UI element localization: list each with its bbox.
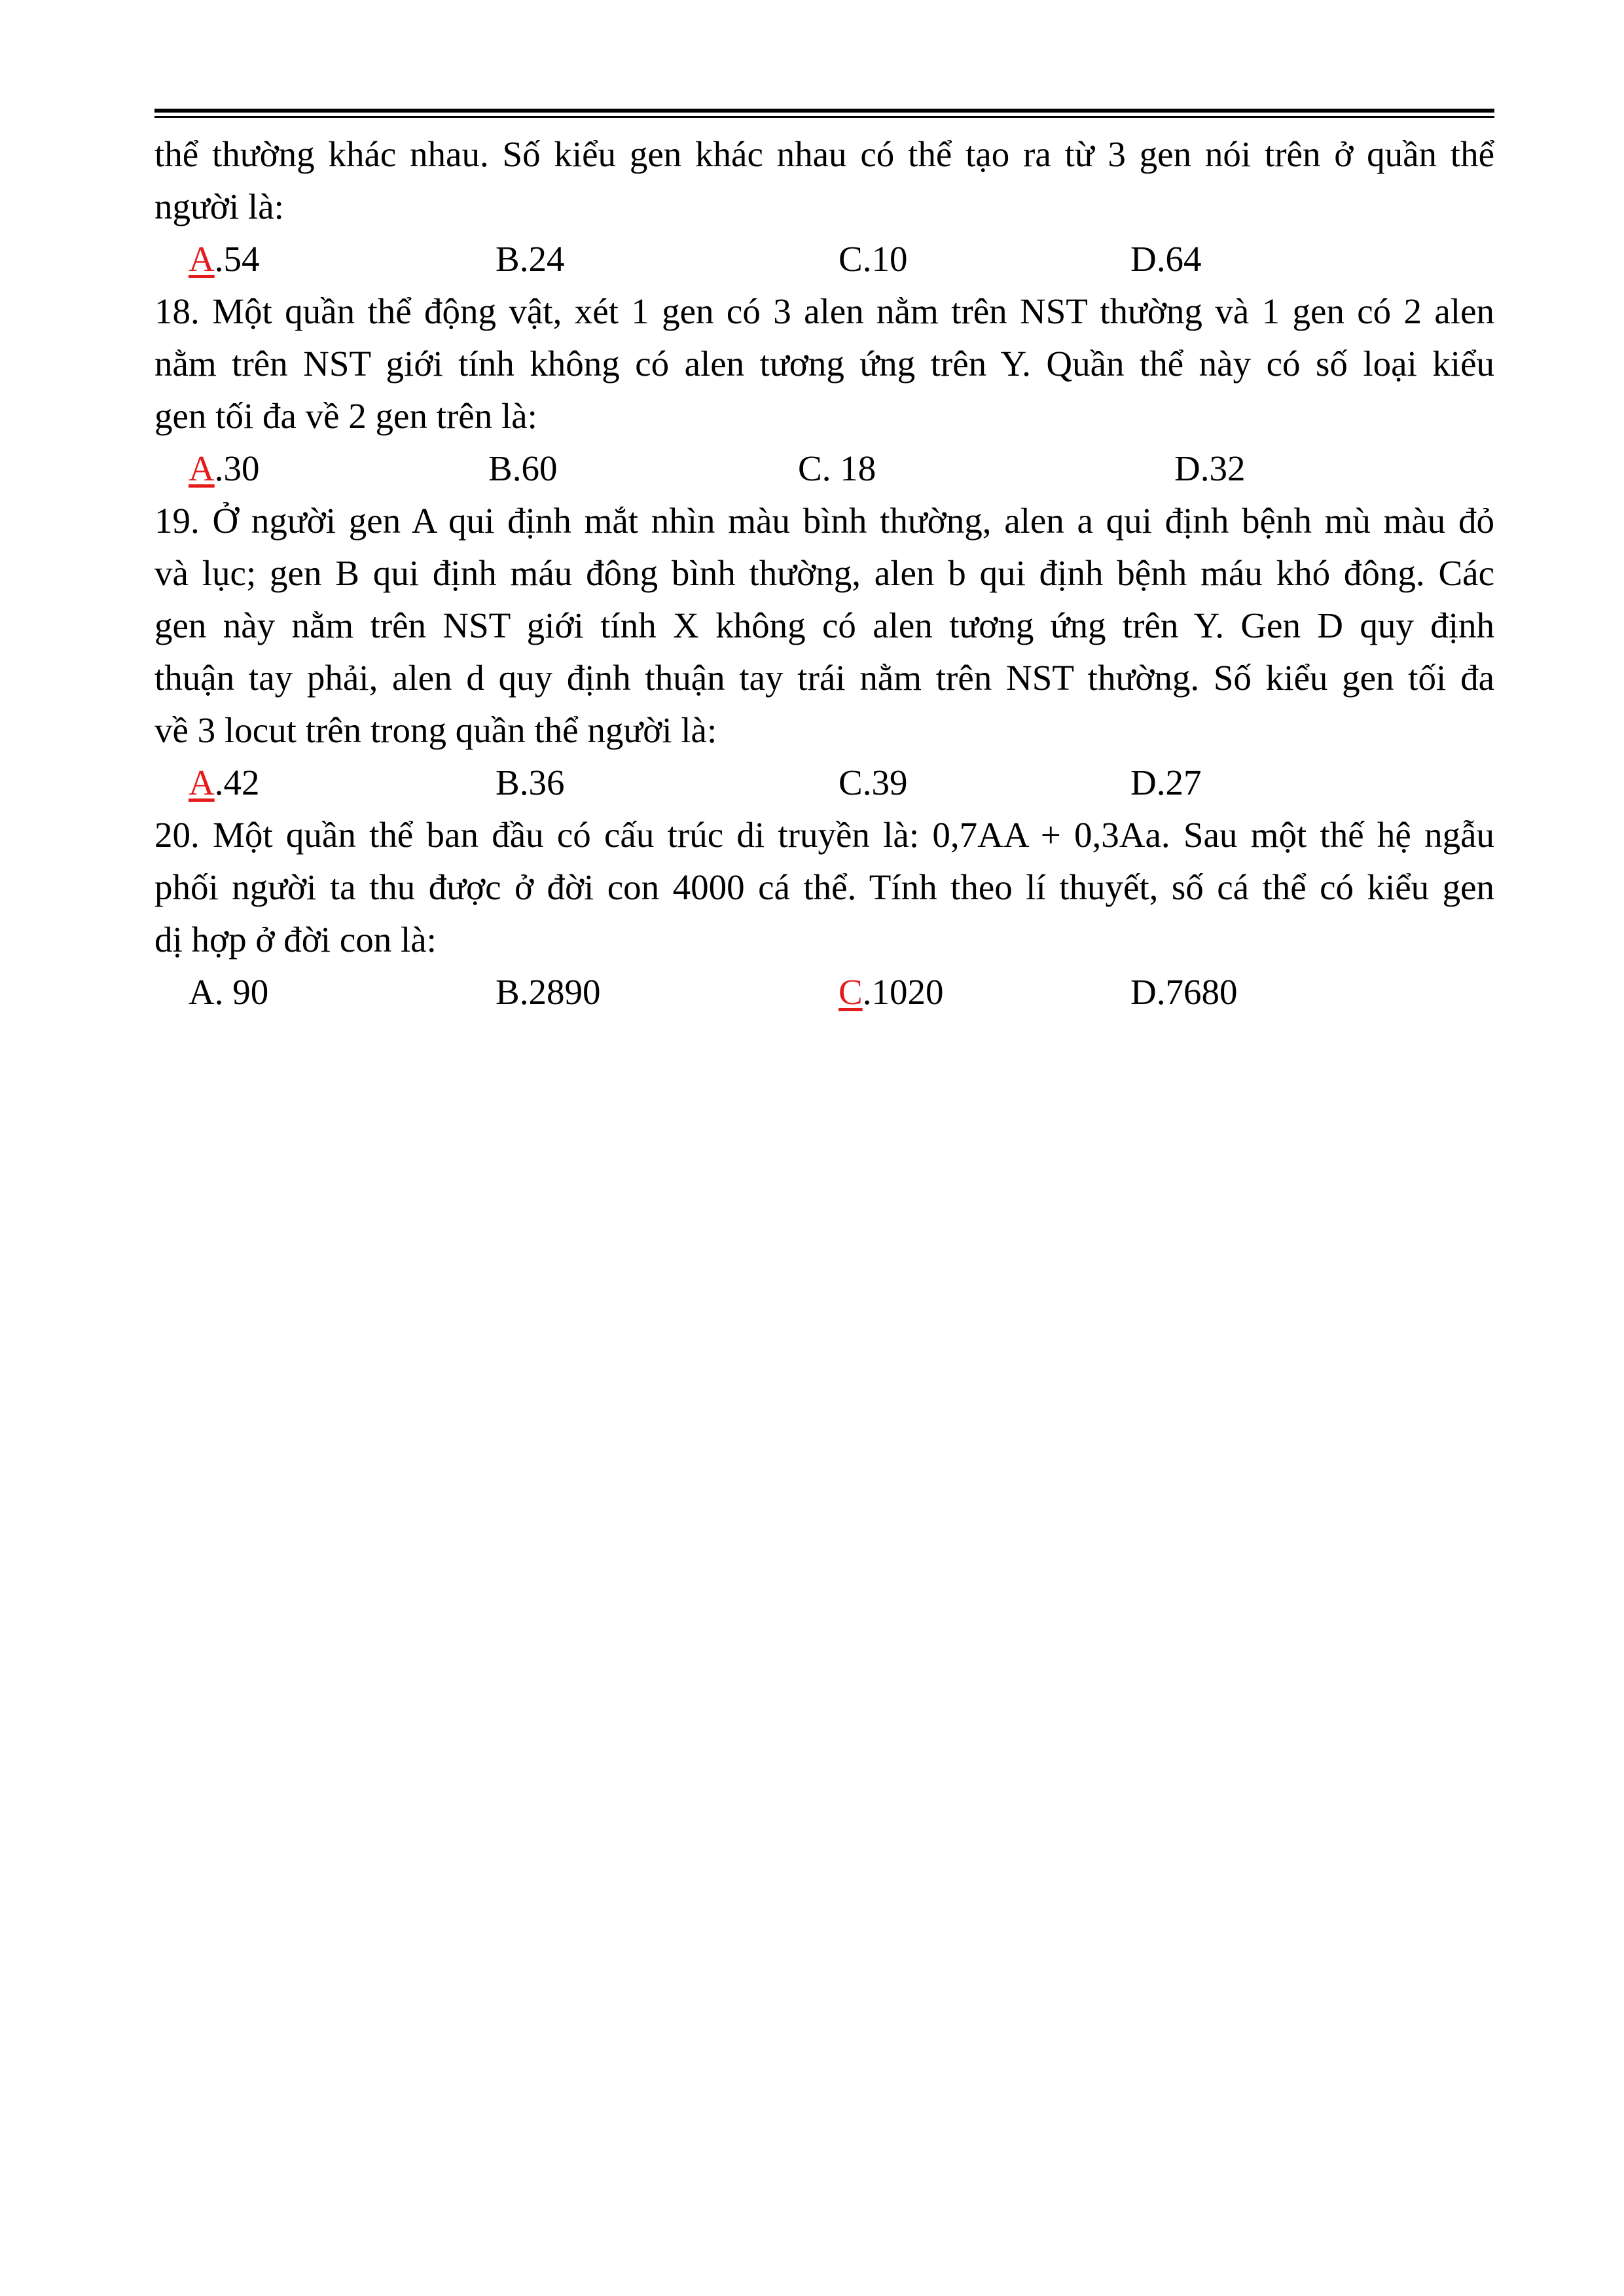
option-value: .10	[862, 239, 908, 279]
question-text-line: thể thường khác nhau. Số kiểu gen khác nhau có thể tạo ra từ 3 gen nói trên ở quần thể	[154, 134, 1494, 174]
option-c	[839, 233, 907, 285]
option-d	[1130, 966, 1237, 1018]
option-letter: B	[496, 762, 520, 802]
option-c	[839, 966, 943, 1018]
option-a	[189, 233, 259, 285]
answer-options	[154, 757, 1494, 809]
option-letter: A	[189, 762, 215, 802]
option-value: .39	[862, 762, 908, 802]
question-text-line: về 3 locut trên trong quần thể người là:	[154, 710, 717, 750]
option-value: .64	[1156, 239, 1202, 279]
header-rule-thin	[154, 116, 1494, 118]
answer-options	[154, 442, 1494, 495]
question-text-line: người là:	[154, 187, 284, 226]
option-value: .2890	[519, 972, 601, 1012]
option-letter: B	[496, 972, 520, 1012]
question-text-line: gen này nằm trên NST giới tính X không có alen tương ứng trên Y. Gen D quy định	[154, 605, 1494, 645]
option-letter: D	[1130, 972, 1157, 1012]
option-a	[189, 757, 259, 809]
option-letter: D	[1130, 762, 1157, 802]
option-d	[1130, 233, 1201, 285]
option-b	[488, 442, 557, 495]
question-text-line: phối người ta thu được ở đời con 4000 cá thể. Tính theo lí thuyết, số cá thể có kiểu gen	[154, 867, 1494, 907]
question-text-line: nằm trên NST giới tính không có alen tương ứng trên Y. Quần thể này có số loại kiểu	[154, 344, 1494, 384]
option-value: .42	[214, 762, 260, 802]
option-value: .24	[519, 239, 565, 279]
option-letter: C	[839, 972, 863, 1012]
option-b	[496, 757, 564, 809]
question-text-line: gen tối đa về 2 gen trên là:	[154, 396, 537, 436]
option-d	[1174, 442, 1245, 495]
question-text-line: 20. Một quần thể ban đầu có cấu trúc di truyền là: 0,7AA + 0,3Aa. Sau một thế hệ ngẫu	[154, 815, 1494, 855]
option-value: .7680	[1156, 972, 1238, 1012]
option-letter: B	[496, 239, 520, 279]
option-letter: A	[189, 448, 215, 488]
option-letter: A	[189, 239, 215, 279]
option-c	[839, 757, 907, 809]
question-text-line: 18. Một quần thể động vật, xét 1 gen có 3 alen nằm trên NST thường và 1 gen có 2 alen	[154, 291, 1494, 331]
option-value: . 90	[214, 972, 269, 1012]
option-value: .1020	[862, 972, 944, 1012]
question-text-line: dị hợp ở đời con là:	[154, 920, 437, 960]
question-text-line: 19. Ở người gen A qui định mắt nhìn màu bình thường, alen a qui định bệnh mù màu đỏ	[154, 501, 1494, 541]
option-letter: C	[839, 762, 863, 802]
question-18	[154, 285, 1494, 495]
question-text-line: và lục; gen B qui định máu đông bình thường, alen b qui định bệnh máu khó đông. Các	[154, 553, 1494, 593]
option-b	[496, 233, 564, 285]
question-20	[154, 809, 1494, 1018]
option-value: .60	[512, 448, 558, 488]
option-value: .32	[1200, 448, 1246, 488]
option-letter: C	[798, 448, 822, 488]
option-a	[189, 442, 259, 495]
option-letter: B	[488, 448, 513, 488]
question-text-line: thuận tay phải, alen d quy định thuận tay trái nằm trên NST thường. Số kiểu gen tối đa	[154, 658, 1494, 698]
option-value: .54	[214, 239, 260, 279]
question-17	[154, 128, 1494, 285]
answer-options	[154, 233, 1494, 285]
option-value: .30	[214, 448, 260, 488]
option-d	[1130, 757, 1201, 809]
option-c	[798, 442, 876, 495]
option-letter: C	[839, 239, 863, 279]
option-value: .36	[519, 762, 565, 802]
answer-options	[154, 966, 1494, 1018]
option-letter: D	[1174, 448, 1200, 488]
option-letter: A	[189, 972, 215, 1012]
option-value: . 18	[821, 448, 876, 488]
document-body	[154, 128, 1494, 1018]
header-rule-thick	[154, 109, 1494, 113]
option-a	[189, 966, 268, 1018]
option-b	[496, 966, 600, 1018]
option-value: .27	[1156, 762, 1202, 802]
option-letter: D	[1130, 239, 1157, 279]
question-19	[154, 495, 1494, 809]
